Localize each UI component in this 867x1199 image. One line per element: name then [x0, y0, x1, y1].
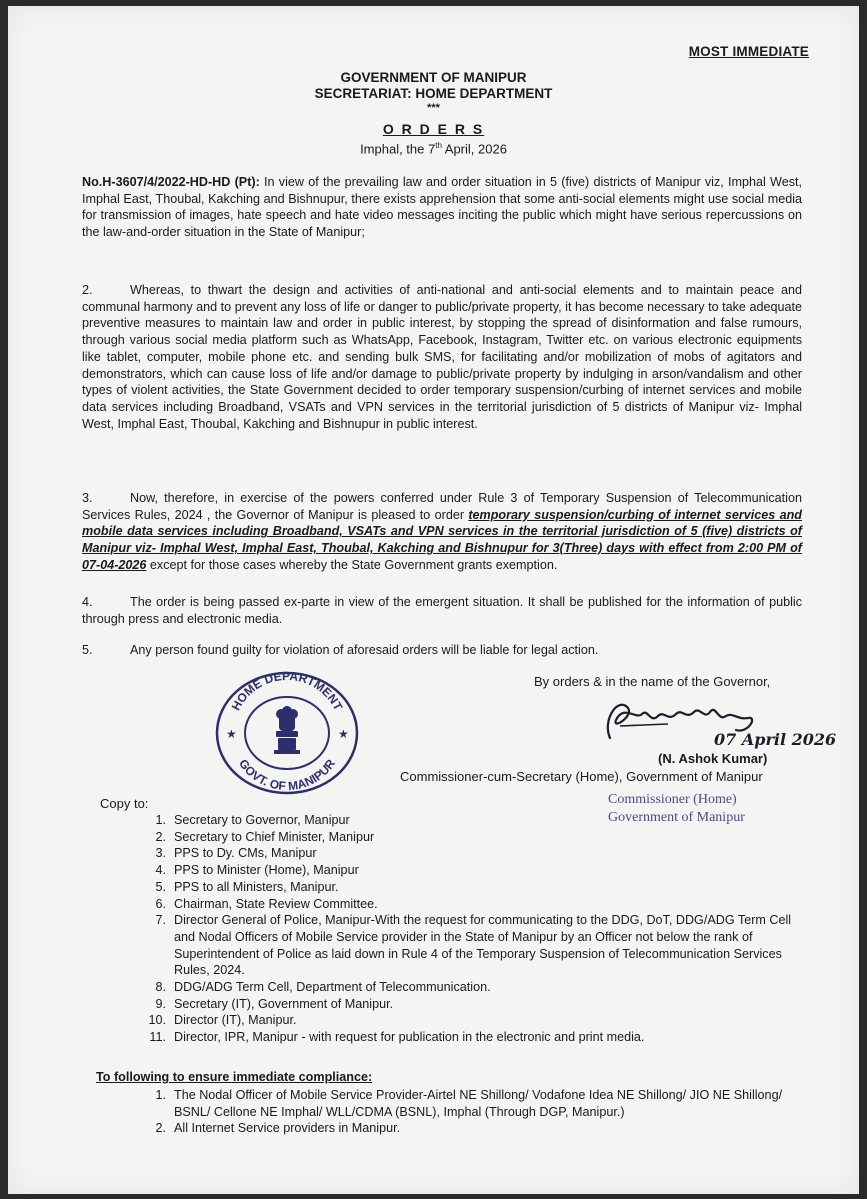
date-suffix: April, 2026 — [441, 141, 507, 157]
home-department-seal — [212, 670, 362, 796]
list-item-number: 1. — [155, 1088, 166, 1102]
list-item-number: 9. — [155, 996, 166, 1011]
signature-date: 07 April 2026 — [714, 730, 837, 749]
list-item-text: PPS to Minister (Home), Manipur — [174, 863, 359, 878]
list-item-number: 2. — [155, 829, 166, 844]
list-item-text: Director, IPR, Manipur - with request for publication in the electronic and print media. — [174, 1030, 645, 1045]
paragraph-3-text-b: except for those cases whereby the State Government grants exemption. — [146, 557, 558, 572]
list-item-text: PPS to Dy. CMs, Manipur — [174, 846, 317, 861]
list-item-number: 3. — [155, 846, 166, 861]
compliance-list — [126, 1087, 806, 1137]
list-item — [126, 862, 806, 879]
priority-label: MOST IMMEDIATE — [688, 44, 809, 59]
signatory-name: (N. Ashok Kumar) — [658, 751, 768, 766]
list-item-text: Director (IT), Manipur. — [174, 1013, 297, 1028]
list-item-number: 6. — [155, 896, 166, 911]
copy-to-list — [126, 812, 806, 1046]
stamp-line-2: Government of Manipur — [608, 810, 745, 825]
compliance-heading: To following to ensure immediate compliance: — [96, 1070, 373, 1084]
list-item-number: 10. — [148, 1013, 166, 1028]
paragraph-1-text: In view of the prevailing law and order situation in 5 (five) districts of Manipur viz, Imphal West, Imphal East, Thoubal, Kakching and Bishnupur, there exists apprehension that some anti-social elements might use social media for transmission of images, hate speech and hate video messages inciting the public which might have serious repercussions on the law-and-order situation in the State of Manipur; — [82, 175, 802, 240]
list-item — [126, 1012, 806, 1029]
department-heading: SECRETARIAT: HOME DEPARTMENT — [314, 86, 553, 101]
paragraph-4-text: The order is being passed ex-parte in view of the emergent situation. It shall be published for the information of public through press and electronic media. — [82, 595, 802, 626]
list-item — [126, 1120, 806, 1137]
seal-bottom-text: GOVT. OF MANIPUR — [236, 756, 338, 794]
list-item-number: 2. — [155, 1121, 166, 1136]
list-item — [126, 879, 806, 896]
by-orders-line: By orders & in the name of the Governor, — [534, 674, 771, 689]
list-item-number: 1. — [155, 813, 166, 827]
list-item-number: 5. — [155, 879, 166, 894]
paragraph-4 — [82, 594, 802, 627]
document-page — [8, 6, 859, 1194]
paragraph-5-text: Any person found guilty for violation of aforesaid orders will be liable for legal action. — [130, 643, 599, 657]
paragraph-3-number: 3. — [82, 491, 93, 505]
list-item — [126, 845, 806, 862]
list-item-text: Secretary to Governor, Manipur — [174, 813, 350, 827]
paragraph-5 — [82, 642, 802, 659]
date-prefix: Imphal, the 7 — [360, 141, 436, 157]
paragraph-4-number: 4. — [82, 595, 93, 609]
list-item — [126, 1087, 806, 1120]
seal-star-right: ★ — [338, 727, 349, 741]
seal-top-text: HOME DEPARTMENT — [228, 670, 346, 713]
paragraph-2-text: Whereas, to thwart the design and activities of anti-national and anti-social elements and to maintain peace and communal harmony and to prevent any loss of life or danger to public/private property, it has become necessary to take adequate preventive measures to maintain law and order in public interest, by stopping the spread of disinformation and false rumours, through various social media platform such as WhatsApp, Facebook, Instagram, Twitter etc. on various electronic equipments like tablet, computer, mobile phone etc. and sending bulk SMS, for facilitating and/or mobilization of mobs of agitators and demonstrators, which can cause loss of life and/or damage to public/private property by indulging in arson/vandalism and other types of violent activities, the State Government decided to order temporary suspension/curbing of internet services and mobile data services including Broadband, VSATs and VPN services in the territorial jurisdiction of 5 districts of Manipur viz- Imphal West, Imphal East, Thoubal, Kakching and Bishnupur in public interest. — [82, 283, 802, 431]
list-item — [126, 812, 806, 829]
seal-star-left: ★ — [226, 727, 237, 741]
order-date — [8, 141, 859, 156]
order-number: No.H-3607/4/2022-HD-HD (Pt): — [82, 175, 260, 189]
list-item — [126, 896, 806, 913]
list-item — [126, 1029, 806, 1046]
stamp-line-1: Commissioner (Home) — [608, 792, 737, 807]
paragraph-3-text-a: Now, therefore, in exercise of the powers conferred under Rule 3 of Temporary Suspension of Telecommunication Services Rules, 2024 , the Governor of Manipur is pleased to order — [82, 491, 802, 522]
list-item-text: Chairman, State Review Committee. — [174, 896, 378, 911]
list-item-text: Secretary to Chief Minister, Manipur — [174, 829, 375, 844]
list-item — [126, 979, 806, 996]
copy-to-heading: Copy to: — [100, 796, 149, 811]
paragraph-5-number: 5. — [82, 643, 93, 657]
paragraph-2-number: 2. — [82, 283, 93, 297]
list-item-number: 7. — [155, 913, 166, 928]
list-item-number: 11. — [149, 1030, 166, 1045]
list-item-text: All Internet Service providers in Manipur. — [174, 1121, 401, 1136]
paragraph-2 — [82, 282, 802, 432]
list-item-text: Secretary (IT), Government of Manipur. — [174, 996, 394, 1011]
list-item-number: 8. — [155, 980, 166, 995]
emblem-icon — [274, 706, 300, 754]
paragraph-3 — [82, 490, 802, 574]
list-item-text: Director General of Police, Manipur-With the request for communicating to the DDG, DoT, DDG/ADG Term Cell and Nodal Officers of Mobile Service provider in the State of Manipur by an Officer not below the rank of Superintendent of Police as laid down in Rule 4 of the Temporary Suspension of Telecommunication Services Rules, 2024. — [174, 913, 792, 978]
list-item-text: PPS to all Ministers, Manipur. — [174, 879, 339, 894]
paragraph-1 — [82, 174, 802, 241]
paragraph-3-emphasis: temporary suspension/curbing of internet services and mobile data services including Broadband, VSATs and VPN services in the territorial jurisdiction of 5 (five) districts of Manipur viz- Imphal West, Imphal East, Thoubal, Kakching and Bishnupur for 3(Three) days with effect from 2:00 PM of 07-04-2026 — [82, 507, 802, 572]
list-item — [126, 912, 806, 979]
separator-stars: *** — [427, 102, 440, 114]
list-item-text: The Nodal Officer of Mobile Service Provider-Airtel NE Shillong/ Vodafone Idea NE Shillong/ JIO NE Shillong/ BSNL/ Cellone NE Imphal/ WLL/CDMA (BSNL), Imphal (Through DGP, Manipur.) — [174, 1088, 783, 1119]
list-item-text: DDG/ADG Term Cell, Department of Telecommunication. — [174, 980, 491, 995]
list-item — [126, 829, 806, 846]
signatory-designation: Commissioner-cum-Secretary (Home), Government of Manipur — [400, 769, 763, 784]
date-superscript: th — [435, 141, 442, 150]
government-heading: GOVERNMENT OF MANIPUR — [340, 70, 527, 85]
orders-title: O R D E R S — [382, 121, 485, 137]
list-item — [126, 996, 806, 1013]
list-item-number: 4. — [155, 863, 166, 878]
